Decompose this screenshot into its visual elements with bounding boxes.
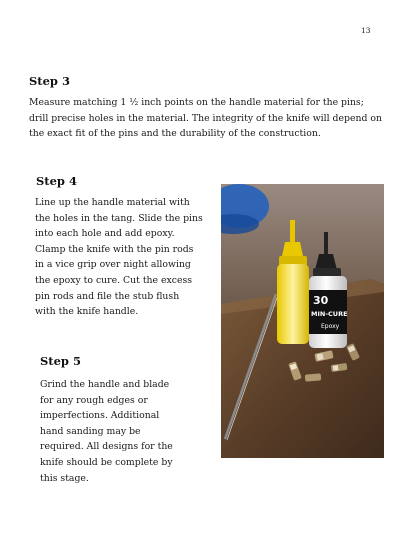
step3-line: drill precise holes in the material. The integrity of the knife will depend on [29, 112, 382, 124]
black-bottle-nozzle [324, 232, 328, 254]
step5-line: knife should be complete by [40, 456, 173, 468]
step3-text [29, 95, 389, 142]
step3-line: Measure matching 1 ½ inch points on the handle material for the pins; [29, 97, 364, 108]
step5-line: required. All designs for the [40, 441, 173, 453]
yellow-bottle-nozzle [290, 220, 295, 242]
step4-line: Line up the handle material with [35, 197, 190, 208]
step4-line: in a vice grip over night allowing [35, 259, 191, 271]
photo-illustration [221, 184, 384, 458]
step4-text [35, 195, 217, 320]
step3-line: the exact fit of the pins and the durability of the construction. [29, 128, 321, 140]
step4-line: with the knife handle. [35, 306, 139, 318]
step5-line: this stage. [40, 472, 89, 484]
epoxy-pins-photo [221, 184, 384, 458]
step5-line: for any rough edges or [40, 394, 148, 406]
step5-text [40, 377, 210, 486]
label-line-1: 30 [313, 294, 329, 307]
step4-line: pin rods and file the stub flush [35, 290, 180, 302]
step3-heading: Step 3 [29, 74, 70, 88]
step4-heading: Step 4 [36, 174, 77, 188]
step4-line: Clamp the knife with the pin rods [35, 243, 194, 255]
yellow-epoxy-bottle [277, 264, 309, 344]
step5-line: Grind the handle and blade [40, 379, 170, 390]
step4-line: the holes in the tang. Slide the pins [35, 212, 203, 224]
step5-line: imperfections. Additional [40, 410, 160, 422]
step4-line: into each hole and add epoxy. [35, 228, 175, 240]
page-number: 13 [361, 26, 371, 35]
label-line-2: MIN-CURE [311, 310, 348, 318]
label-line-3: Epoxy [321, 323, 340, 330]
step5-line: hand sanding may be [40, 425, 141, 437]
step4-line: the epoxy to cure. Cut the excess [35, 274, 192, 286]
step5-heading: Step 5 [40, 354, 81, 368]
